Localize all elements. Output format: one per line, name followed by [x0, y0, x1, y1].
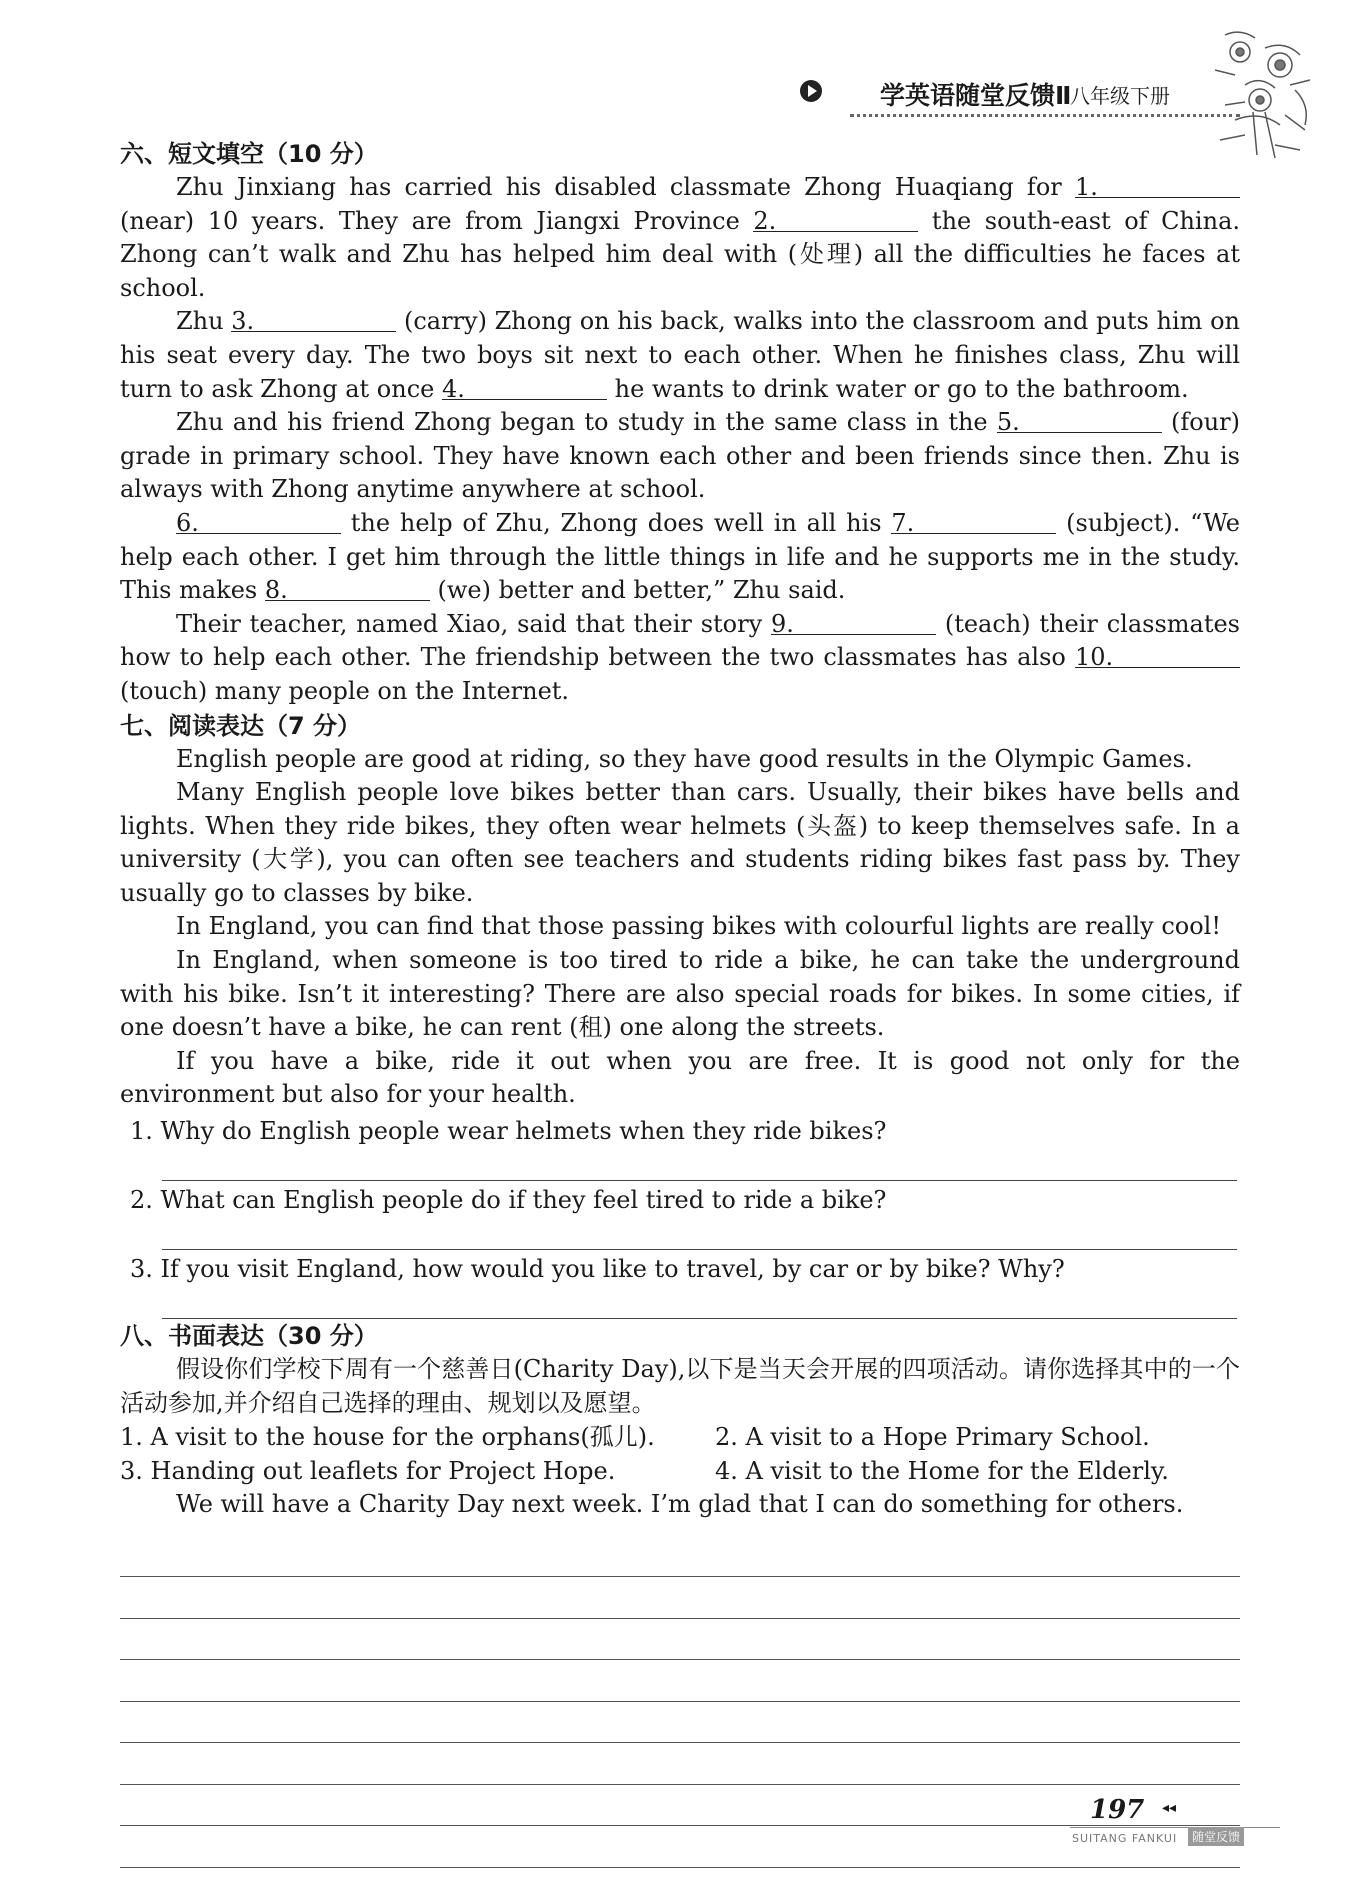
answer-blank[interactable]: 7.	[891, 507, 1056, 534]
footer-tag: 随堂反馈	[1188, 1827, 1244, 1846]
cloze-text: Zhu and his friend Zhong began to study in the same class in the	[176, 408, 997, 437]
writing-line[interactable]	[120, 1577, 1240, 1619]
cloze-passage	[120, 171, 1240, 709]
section-6-title: 六、短文填空（10 分）	[120, 140, 378, 168]
cloze-paragraph	[120, 171, 1240, 305]
section-7-title: 七、阅读表达（7 分）	[120, 711, 362, 740]
reading-question: 1. Why do English people wear helmets when they ride bikes?	[130, 1117, 887, 1146]
answer-blank[interactable]: 8.	[265, 574, 430, 601]
cloze-paragraph	[120, 305, 1240, 406]
answer-blank[interactable]: 9.	[771, 608, 936, 635]
footer-brand: SUITANG FANKUI	[1072, 1832, 1178, 1845]
footer-rule	[1070, 1827, 1280, 1828]
answer-line[interactable]	[162, 1148, 1237, 1181]
cloze-text: Their teacher, named Xiao, said that their story	[176, 609, 771, 638]
writing-intro: 假设你们学校下周有一个慈善日(Charity Day),以下是当天会开展的四项活动。请你选择其中的一个活动参加,并介绍自己选择的理由、规划以及愿望。	[120, 1355, 1240, 1417]
answer-blank[interactable]: 3.	[231, 305, 396, 332]
cloze-paragraph	[120, 406, 1240, 507]
reading-question: 3. If you visit England, how would you like to travel, by car or by bike? Why?	[130, 1255, 1065, 1284]
worksheet-content	[120, 137, 1240, 1868]
section-8-title: 八、书面表达（30 分）	[120, 1322, 378, 1351]
book-title: 学英语随堂反馈Ⅱ	[880, 81, 1072, 110]
activity-option: 1. A visit to the house for the orphans(孤儿).	[120, 1423, 655, 1452]
activity-option: 3. Handing out leaflets for Project Hope.	[120, 1457, 616, 1486]
writing-line[interactable]	[120, 1785, 1240, 1827]
back-arrows-icon: ◂◂	[1162, 1800, 1177, 1816]
activity-options	[120, 1420, 1240, 1488]
reading-passage	[120, 743, 1240, 1113]
writing-starter: We will have a Charity Day next week. I’m glad that I can do something for others.	[176, 1490, 1184, 1519]
cloze-text: Zhu Jinxiang has carried his disabled classmate Zhong Huaqiang for	[176, 173, 1075, 201]
reading-paragraph: If you have a bike, ride it out when you are free. It is good not only for the environment but also for your health.	[120, 1046, 1240, 1109]
cloze-text: (carry) Zhong on his back, walks into the classroom and puts him on his seat every day. The two boys sit next to each other. When he finishes class, Zhu will turn to ask Zhong at once	[120, 307, 1241, 403]
answer-blank[interactable]: 10.	[1075, 641, 1240, 668]
page-number: 197	[1090, 1795, 1145, 1825]
cloze-text: (near) 10 years. They are from Jiangxi Province	[120, 206, 754, 235]
activity-option: 2. A visit to a Hope Primary School.	[715, 1423, 1150, 1452]
header-dotted-rule	[850, 114, 1240, 117]
cloze-paragraph	[120, 608, 1240, 709]
writing-line[interactable]	[120, 1702, 1240, 1744]
answer-line[interactable]	[162, 1286, 1237, 1319]
cloze-text: (we) better and better,” Zhu said.	[429, 576, 846, 605]
cloze-text: (subject). “We help each other. I get him through the little things in life and he supports me in the study. This makes	[120, 508, 1241, 605]
reading-paragraph: In England, you can find that those passing bikes with colourful lights are really cool!	[176, 912, 1221, 941]
answer-blank[interactable]: 6.	[176, 507, 341, 534]
answer-blank[interactable]: 2.	[753, 205, 918, 232]
cloze-text: the south-east of China. Zhong can’t walk and Zhu has helped him deal with (处理) all the difficulties he faces at school.	[120, 206, 1241, 302]
writing-line[interactable]	[120, 1660, 1240, 1702]
writing-line[interactable]	[120, 1536, 1240, 1578]
writing-line[interactable]	[120, 1619, 1240, 1661]
answer-line[interactable]	[162, 1217, 1237, 1250]
writing-area[interactable]	[120, 1536, 1240, 1868]
reading-paragraph: English people are good at riding, so they have good results in the Olympic Games.	[176, 744, 1193, 773]
cloze-text: (touch) many people on the Internet.	[120, 676, 570, 705]
cloze-text: (four) grade in primary school. They have known each other and been friends since then. Zhu is always with Zhong anytime anywhere at school.	[120, 408, 1240, 504]
reading-question: 2. What can English people do if they feel tired to ride a bike?	[130, 1186, 887, 1215]
cloze-text: the help of Zhu, Zhong does well in all his	[341, 508, 892, 537]
reading-paragraph: Many English people love bikes better than cars. Usually, their bikes have bells and lights. When they ride bikes, they often wear helmets (头盔) to keep themselves safe. In a university (大学), you can often see teachers and students riding bikes fast pass by. They usually go to classes by bike.	[120, 778, 1240, 907]
play-icon	[800, 80, 822, 102]
reading-questions	[120, 1114, 1240, 1319]
answer-blank[interactable]: 1.	[1075, 171, 1240, 198]
activity-option: 4. A visit to the Home for the Elderly.	[715, 1457, 1169, 1486]
grade-label: 八年级下册	[1070, 84, 1170, 108]
cloze-text: (teach) their classmates how to help each other. The friendship between the two classmates has also	[120, 609, 1240, 672]
writing-line[interactable]	[120, 1743, 1240, 1785]
cloze-text: he wants to drink water or go to the bathroom.	[606, 374, 1189, 403]
cloze-text: Zhu	[176, 307, 232, 336]
answer-blank[interactable]: 4.	[442, 373, 607, 400]
cloze-paragraph	[120, 507, 1240, 608]
reading-paragraph: In England, when someone is too tired to ride a bike, he can take the underground with his bike. Isn’t it interesting? There are also special roads for bikes. In some cities, if one doesn’t have a bike, he can rent (租) one along the streets.	[120, 946, 1240, 1042]
page-header	[800, 72, 1240, 122]
answer-blank[interactable]: 5.	[997, 406, 1162, 433]
